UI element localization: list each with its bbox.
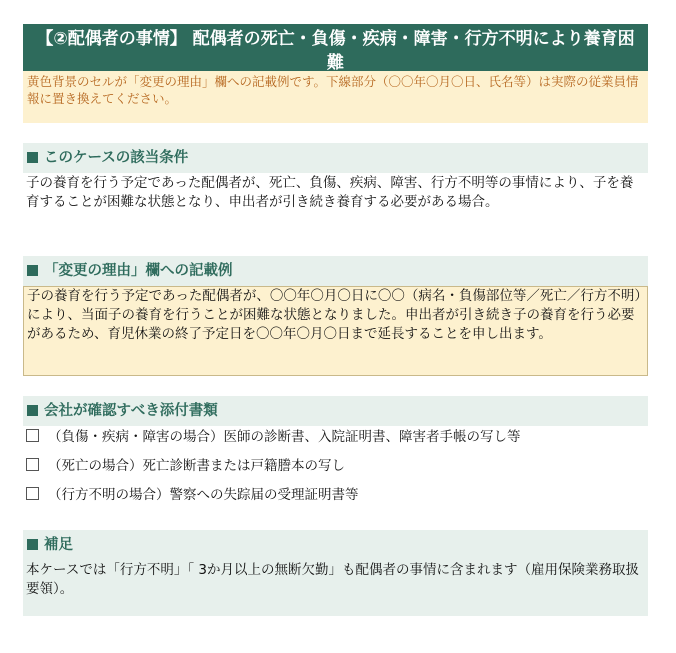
- conditions-text: 子の養育を行う予定であった配偶者が、死亡、負傷、疾病、障害、行方不明等の事情により、子を養育することが困難な状態となり、申出者が引き続き養育する必要がある場合。: [26, 175, 634, 210]
- square-bullet-icon: [27, 405, 38, 416]
- checkbox-icon[interactable]: [26, 429, 39, 442]
- documents-heading-text: 会社が確認すべき添付書類: [44, 403, 218, 419]
- conditions-heading-text: このケースの該当条件: [44, 150, 189, 166]
- checkbox-icon[interactable]: [26, 487, 39, 500]
- square-bullet-icon: [27, 152, 38, 163]
- example-text-box: 子の養育を行う予定であった配偶者が、〇〇年〇月〇日に〇〇（病名・負傷部位等／死亡／行方不明）により、当面子の養育を行うことが困難な状態となりました。申出者が引き続き子の養育を行う必要があるため、育児休業の終了予定日を〇〇年〇月〇日まで延長することを申し出ます。: [23, 286, 648, 376]
- square-bullet-icon: [27, 265, 38, 276]
- supplement-heading-text: 補足: [44, 537, 73, 553]
- square-bullet-icon: [27, 539, 38, 550]
- checkbox-icon[interactable]: [26, 458, 39, 471]
- document-checklist-item[interactable]: [23, 486, 648, 515]
- page-title: 【②配偶者の事情】 配偶者の死亡・負傷・疾病・障害・行方不明により養育困難: [23, 24, 648, 71]
- section-heading-documents: [23, 396, 648, 426]
- instruction-note: 黄色背景のセルが「変更の理由」欄への記載例です。下線部分（〇〇年〇月〇日、氏名等）は実際の従業員情報に置き換えてください。: [23, 71, 648, 123]
- document-checklist-item[interactable]: [23, 457, 648, 486]
- example-heading-text: 「変更の理由」欄への記載例: [44, 263, 233, 279]
- document-page: [23, 24, 648, 616]
- section-heading-supplement: [23, 530, 648, 560]
- document-item-text: （行方不明の場合）警察への失踪届の受理証明書等: [48, 487, 359, 503]
- document-item-text: （負傷・疾病・障害の場合）医師の診断書、入院証明書、障害者手帳の写し等: [48, 429, 521, 445]
- section-heading-conditions: [23, 143, 648, 173]
- document-item-text: （死亡の場合）死亡診断書または戸籍謄本の写し: [48, 458, 345, 474]
- document-checklist-item[interactable]: [23, 428, 648, 457]
- supplement-text: 本ケースでは「行方不明」「 3か月以上の無断欠勤」も配偶者の事情に含まれます（雇用保険業務取扱要領）。: [23, 560, 648, 616]
- section-heading-example: [23, 256, 648, 286]
